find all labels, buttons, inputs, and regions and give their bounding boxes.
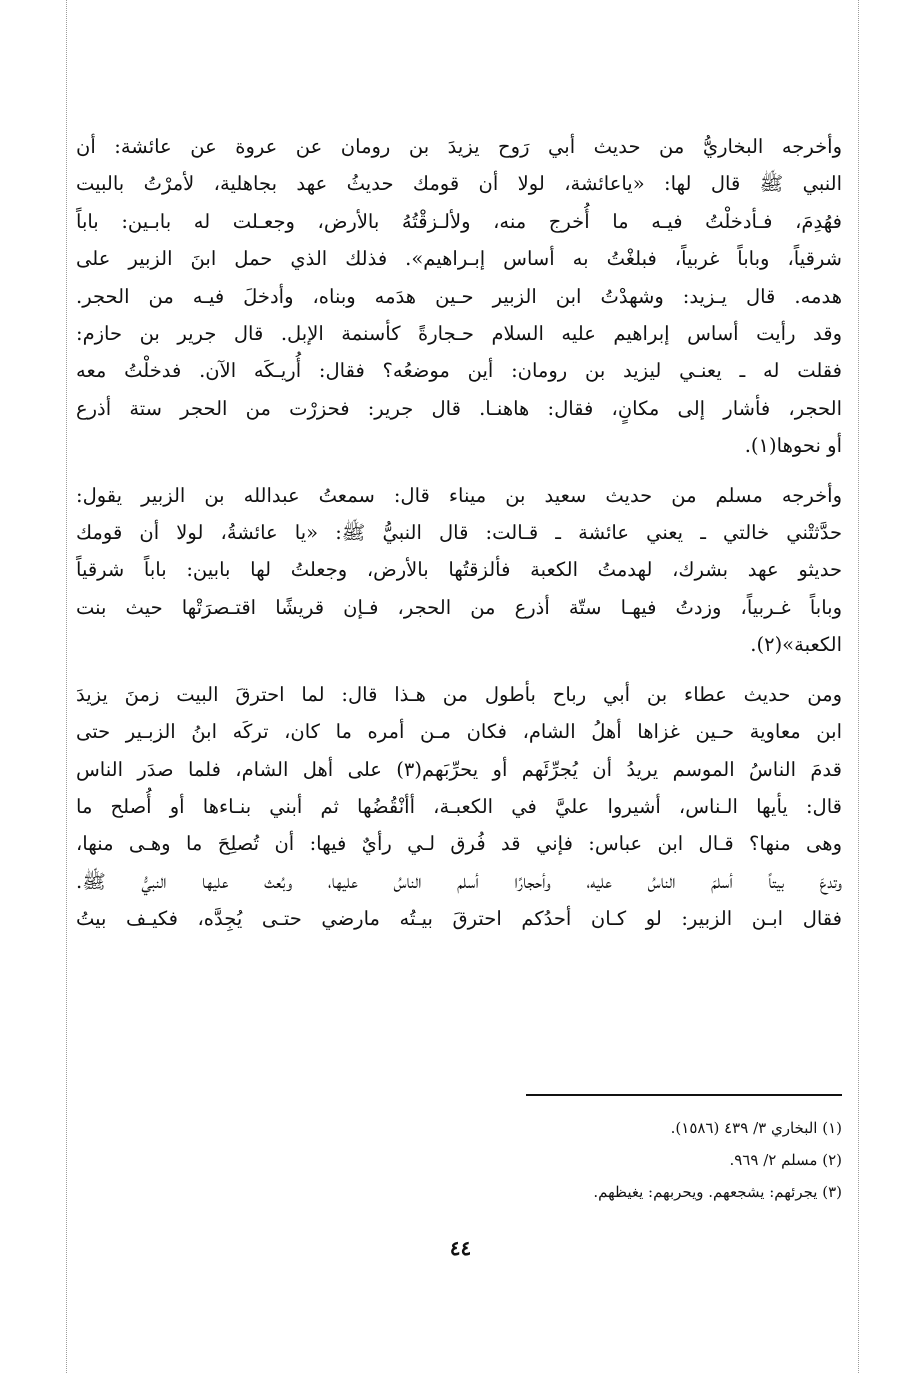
text-line: وباباً غـربياً، وزدتُ فيهـا ستّة أذرع من الحجر، فـإن قريشًا اقتـصرَتْها حيث بنت bbox=[76, 595, 842, 619]
footnote: (٢) مسلم ٢/ ٩٦٩. bbox=[729, 1151, 842, 1169]
text-line: هدمه. قال يـزيد: وشهدْتُ ابن الزبير حـين هدَمه وبناه، وأدخلَ فيـه من الحجر. bbox=[76, 284, 842, 308]
text-line: وقد رأيت أساس إبراهيم عليه السلام حـجارةً كأسنمة الإبل. قال جرير بن حازم: bbox=[76, 322, 842, 346]
text-line: فهُدِمَ، فـأدخلْتُ فيـه ما أُخرج منه، ولألـزقْتُهُ بالأرض، وجعـلت له بابـين: باباً bbox=[76, 209, 842, 233]
right-margin-guide bbox=[858, 0, 859, 1373]
paragraph-3 bbox=[76, 676, 842, 938]
text-line: وتدعَ بيتاً أسلمَ الناسُ عليه، وأحجارًا أسلم الناسُ عليها، وبُعث عليها النبيُّ ﷺ. bbox=[76, 869, 842, 893]
text-line: ابن معاوية حـين غزاها أهلُ الشام، فكان مـن أمره ما كان، تركَه ابنُ الزبـير حتى bbox=[76, 720, 842, 744]
text-line: فقلت له ـ يعنـي ليزيد بن رومان: أين موضعُه؟ فقال: أُريـكَه الآن. فدخلْتُ معه bbox=[76, 359, 842, 383]
text-line: الكعبة»(٢). bbox=[750, 633, 842, 657]
text-line: حديثو عهد بشرك، لهدمتُ الكعبة فألزقتُها بالأرض، وجعلتُ لها بابين: باباً شرقياً bbox=[76, 558, 842, 582]
text-line: الحجر، فأشار إلى مكانٍ، فقال: هاهنـا. قال جرير: فحزرْت من الحجر ستة أذرع bbox=[76, 396, 842, 420]
text-line: وهى منها؟ قـال ابن عباس: فإني قد فُرق لـي رأيٌ فيها: أن تُصلِحَ ما وهـى منها، bbox=[76, 832, 842, 856]
footnotes bbox=[526, 1094, 842, 1208]
text-line: قدمَ الناسُ الموسم يريدُ أن يُجرِّئَهم أو يحرِّبَهم(٣) على أهل الشام، فلما صدَر الناس bbox=[76, 757, 842, 781]
text-line: شرقياً، وباباً غربياً، فبلغْتُ به أساس إبـراهيم». فذلك الذي حمل ابنَ الزبير على bbox=[76, 247, 842, 271]
text-line: وأخرجه مسلم من حديث سعيد بن ميناء قال: سمعتُ عبدالله بن الزبير يقول: bbox=[76, 483, 842, 507]
paragraph-2 bbox=[76, 477, 842, 664]
text-line: فقال ابـن الزبير: لو كـان أحدُكم احترقَ بيـتُه مارضي حتـى يُجِدَّه، فكيـف بيتُ bbox=[76, 907, 842, 931]
footnote: (١) البخاري ٣/ ٤٣٩ (١٥٨٦). bbox=[670, 1119, 842, 1137]
text-line: قال: يأيها الـناس، أشيروا عليَّ في الكعبـة، أأنْقُضُها ثم أبني بنـاءها أو أُصلح ما bbox=[76, 794, 842, 818]
footnote: (٣) يجرئهم: يشجعهم. ويحربهم: يغيظهم. bbox=[593, 1183, 842, 1201]
text-line: حدَّثتْني خالتي ـ يعني عائشة ـ قـالت: قال النبيُّ ﷺ: «يا عائشةُ، لولا أن قومك bbox=[76, 521, 842, 545]
text-line: أو نحوها(١). bbox=[744, 434, 842, 458]
paragraph-1 bbox=[76, 128, 842, 465]
page-body bbox=[76, 128, 842, 938]
text-line: ومن حديث عطاء بن أبي رباح بأطول من هـذا قال: لما احترقَ البيت زمنَ يزيدَ bbox=[76, 682, 842, 706]
left-margin-guide bbox=[66, 0, 67, 1373]
text-line: النبي ﷺ قال لها: «ياعائشة، لولا أن قومك حديثُ عهد بجاهلية، لأمرْتُ بالبيت bbox=[76, 172, 842, 196]
text-line: وأخرجه البخاريُّ من حديث أبي رَوح يزيدَ بن رومان عن عروة عن عائشة: أن bbox=[76, 135, 842, 158]
page-number: ٤٤ bbox=[449, 1236, 472, 1260]
